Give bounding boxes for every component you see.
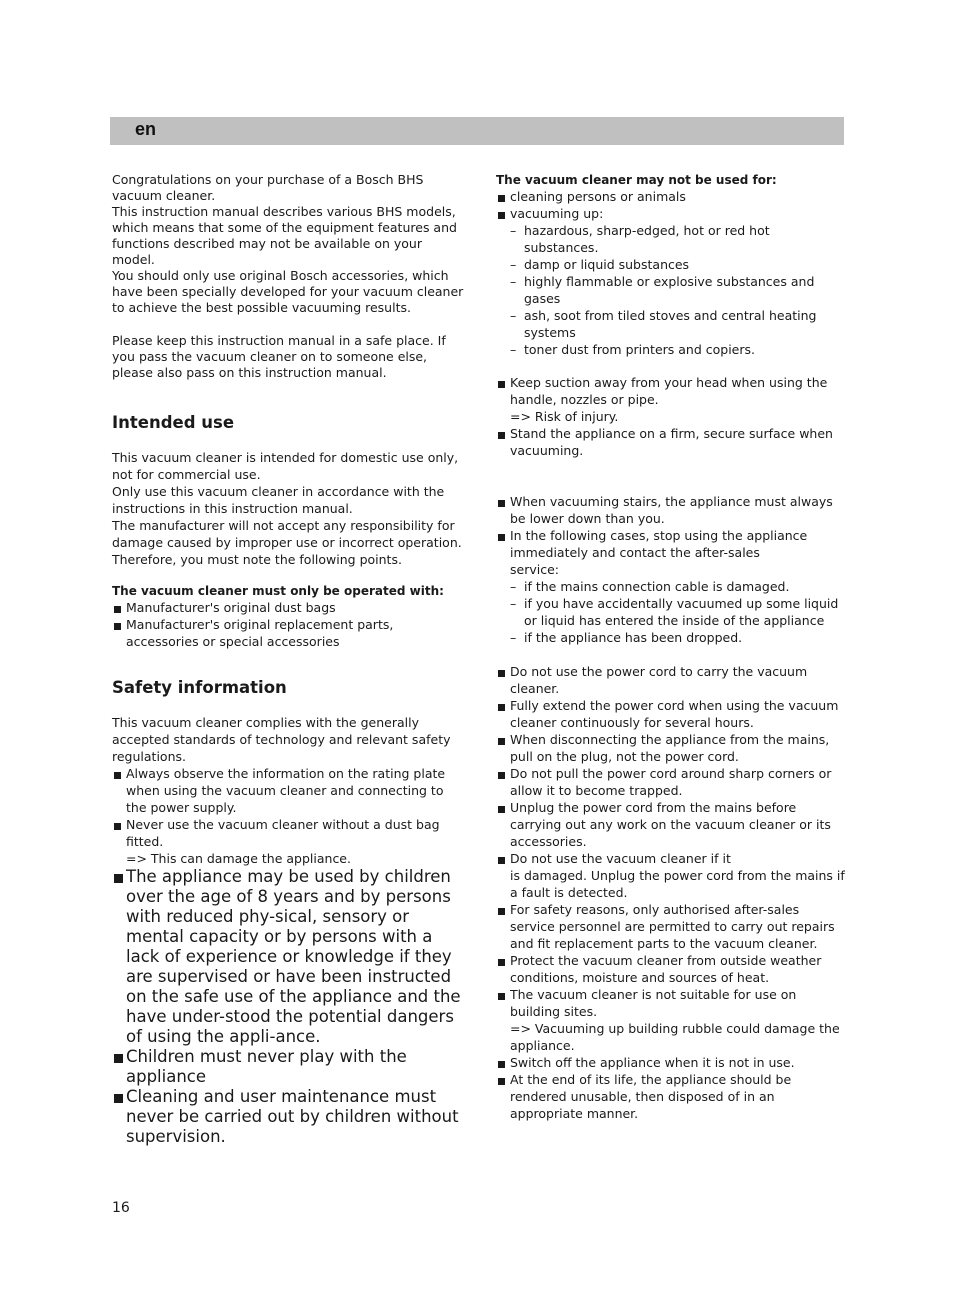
not-used-item: cleaning persons or animals [496,188,846,205]
not-used-subitem: – damp or liquid substances [496,256,846,273]
damaged-item: Do not use the vacuum cleaner if it [496,850,846,867]
language-header-bar [110,117,844,145]
safety-dust-bag-item: Never use the vacuum cleaner without a dust bag fitted. [112,816,464,850]
page-number: 16 [112,1200,130,1216]
language-code: en [135,119,157,139]
safety-information-heading: Safety information [112,678,287,697]
intro-models: This instruction manual describes various BHS models, which means that some of the equipment features and functions described may not be available on your model. [112,204,457,267]
operated-with-item: Manufacturer's original dust bags [112,599,464,616]
intended-use-heading: Intended use [112,413,235,432]
left-column [112,172,464,1147]
intended-use-responsibility: The manufacturer will not accept any responsibility for damage caused by improper use or incorrect operation. Therefore, you must note the following points. [112,518,462,567]
safety-intro: This vacuum cleaner complies with the generally accepted standards of technology and relevant safety regulations. [112,715,451,764]
power-cord-item: Do not pull the power cord around sharp corners or allow it to become trapped. [496,765,846,799]
safety-children-item: The appliance may be used by children over the age of 8 years and by persons with reduced phy-sical, sensory or mental capacity or by persons with a lack of experience or knowledge if they are supervised or have been instructed on the safe use of the appliance and the have under-stood the potential dangers of using the appli-ance. [112,867,464,1047]
stop-using-subitem: – if you have accidentally vacuumed up some liquid or liquid has entered the inside of the appliance [496,595,846,629]
end-of-life-item: At the end of its life, the appliance should be rendered unusable, then disposed of in an appropriate manner. [496,1071,846,1122]
not-used-subitem: – toner dust from printers and copiers. [496,341,846,358]
stairs-item: When vacuuming stairs, the appliance must always be lower down than you. [496,493,846,527]
damaged-cont: is damaged. Unplug the power cord from the mains if a fault is detected. [510,868,845,900]
keep-manual-text: Please keep this instruction manual in a safe place. If you pass the vacuum cleaner on to someone else, please also pass on this instruction manual. [112,333,446,380]
right-column [496,172,846,1122]
intro-congratulations: Congratulations on your purchase of a Bosch BHS vacuum cleaner. [112,172,424,203]
suction-note: => Risk of injury. [510,409,619,424]
power-cord-item: Do not use the power cord to carry the vacuum cleaner. [496,663,846,697]
building-sites-note: => Vacuuming up building rubble could damage the appliance. [510,1021,840,1053]
not-used-heading: The vacuum cleaner may not be used for: [496,173,777,187]
intended-use-domestic: This vacuum cleaner is intended for domestic use only, not for commercial use. [112,450,459,482]
suction-item: Keep suction away from your head when using the handle, nozzles or pipe. [496,374,846,408]
safety-dust-bag-note: => This can damage the appliance. [126,851,351,866]
safety-rating-plate-item: Always observe the information on the rating plate when using the vacuum cleaner and connecting to the power supply. [112,765,464,816]
not-used-subitem: – ash, soot from tiled stoves and central heating systems [496,307,846,341]
building-sites-item: The vacuum cleaner is not suitable for use on building sites. [496,986,846,1020]
weather-item: Protect the vacuum cleaner from outside weather conditions, moisture and sources of heat. [496,952,846,986]
operated-with-item: Manufacturer's original replacement parts, accessories or special accessories [112,616,464,650]
safety-children-cleaning-item: Cleaning and user maintenance must never be carried out by children without supervision. [112,1087,464,1147]
power-cord-item: When disconnecting the appliance from the mains, pull on the plug, not the power cord. [496,731,846,765]
stop-using-subitem: – if the appliance has been dropped. [496,629,846,646]
stop-using-cont: service: [510,562,559,577]
not-used-item: vacuuming up: [496,205,846,222]
switch-off-item: Switch off the appliance when it is not in use. [496,1054,846,1071]
not-used-subitem: – hazardous, sharp-edged, hot or red hot substances. [496,222,846,256]
safety-children-play-item: Children must never play with the appliance [112,1047,464,1087]
stop-using-subitem: – if the mains connection cable is damaged. [496,578,846,595]
service-item: For safety reasons, only authorised after-sales service personnel are permitted to carry out repairs and fit replacement parts to the vacuum cleaner. [496,901,846,952]
power-cord-item: Unplug the power cord from the mains before carrying out any work on the vacuum cleaner or its accessories. [496,799,846,850]
intro-accessories: You should only use original Bosch accessories, which have been specially developed for your vacuum cleaner to achieve the best possible vacuuming results. [112,268,464,315]
operated-with-heading: The vacuum cleaner must only be operated with: [112,584,444,598]
not-used-subitem: – highly flammable or explosive substances and gases [496,273,846,307]
intended-use-instructions: Only use this vacuum cleaner in accordance with the instructions in this instruction manual. [112,484,445,516]
stop-using-item: In the following cases, stop using the appliance immediately and contact the after-sales [496,527,846,561]
stand-item: Stand the appliance on a firm, secure surface when vacuuming. [496,425,846,459]
power-cord-item: Fully extend the power cord when using the vacuum cleaner continuously for several hours. [496,697,846,731]
